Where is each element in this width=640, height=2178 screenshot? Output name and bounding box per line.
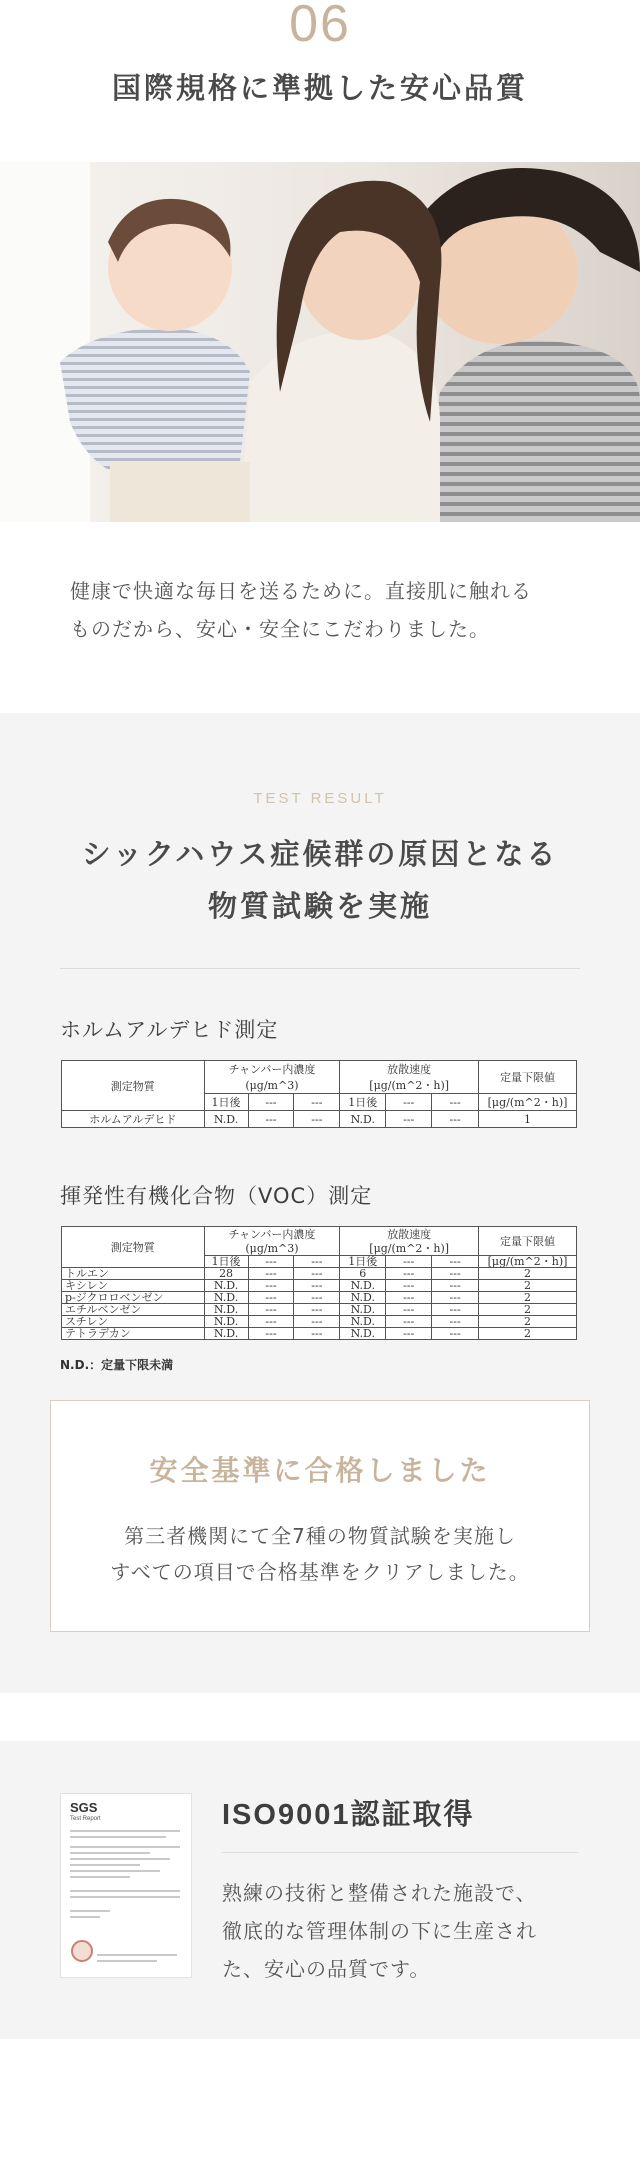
sub-day1: 1日後 bbox=[204, 1094, 248, 1111]
cell-c1: 28 bbox=[204, 1268, 248, 1280]
sub-dash: --- bbox=[248, 1256, 294, 1268]
cell-c1: N.D. bbox=[204, 1328, 248, 1340]
cert-line bbox=[70, 1864, 140, 1866]
cell-limit: 2 bbox=[479, 1292, 577, 1304]
cell-e2: --- bbox=[386, 1316, 432, 1328]
cell-e3: --- bbox=[432, 1316, 479, 1328]
cert-line bbox=[70, 1858, 170, 1860]
cell-e1: N.D. bbox=[340, 1328, 386, 1340]
sub-dash: --- bbox=[294, 1256, 340, 1268]
test-title-line-1: シックハウス症候群の原因となる bbox=[81, 837, 559, 871]
sub-dash: --- bbox=[432, 1094, 479, 1111]
cell-limit: 2 bbox=[479, 1280, 577, 1292]
family-photo-illustration bbox=[0, 162, 640, 522]
cell-name: ホルムアルデヒド bbox=[62, 1111, 205, 1128]
cell-c1: N.D. bbox=[204, 1304, 248, 1316]
section-lead bbox=[70, 572, 590, 648]
cell-e3: --- bbox=[432, 1280, 479, 1292]
cell-c3: --- bbox=[294, 1292, 340, 1304]
cell-e1: 6 bbox=[340, 1268, 386, 1280]
table-row bbox=[62, 1304, 577, 1316]
cert-subtitle: Test Report bbox=[70, 1816, 101, 1822]
iso-divider bbox=[222, 1852, 578, 1853]
cell-c1: N.D. bbox=[204, 1280, 248, 1292]
cell-limit: 2 bbox=[479, 1328, 577, 1340]
cell-e3: --- bbox=[432, 1111, 479, 1128]
cert-line bbox=[70, 1876, 130, 1878]
cell-c1: N.D. bbox=[204, 1292, 248, 1304]
col-limit: 定量下限値 bbox=[479, 1061, 577, 1094]
sub-dash: --- bbox=[248, 1094, 294, 1111]
cert-line bbox=[70, 1830, 180, 1832]
cell-c3: --- bbox=[294, 1280, 340, 1292]
cell-c2: --- bbox=[248, 1304, 294, 1316]
cell-e1: N.D. bbox=[340, 1316, 386, 1328]
cert-line bbox=[70, 1846, 180, 1848]
col-chamber-1: チャンバー内濃度 bbox=[204, 1061, 340, 1078]
col-chamber-2: (μg/m^3) bbox=[204, 1241, 340, 1256]
section-number: 06 bbox=[289, 0, 351, 53]
cell-e1: N.D. bbox=[340, 1280, 386, 1292]
cell-name: スチレン bbox=[62, 1316, 205, 1328]
test-result-eyebrow: TEST RESULT bbox=[253, 790, 387, 807]
table-row bbox=[62, 1280, 577, 1292]
seal-icon bbox=[71, 1940, 93, 1962]
cell-name: エチルベンゼン bbox=[62, 1304, 205, 1316]
table-row bbox=[62, 1268, 577, 1280]
col-emission-2: [μg/(m^2・h)] bbox=[340, 1077, 479, 1094]
pass-box-line-2: すべての項目で合格基準をクリアしました。 bbox=[110, 1560, 530, 1584]
iso-text bbox=[222, 1874, 582, 1988]
cell-e1: N.D. bbox=[340, 1111, 386, 1128]
cell-e1: N.D. bbox=[340, 1304, 386, 1316]
col-limit: 定量下限値 bbox=[479, 1227, 577, 1256]
sgs-logo: SGS bbox=[70, 1800, 98, 1815]
nd-note: N.D.：定量下限未満 bbox=[60, 1358, 174, 1372]
cell-name: p-ジクロロベンゼン bbox=[62, 1292, 205, 1304]
sub-dash: --- bbox=[386, 1094, 432, 1111]
cell-e1: N.D. bbox=[340, 1292, 386, 1304]
test-title-line-2: 物質試験を実施 bbox=[207, 889, 432, 923]
cert-line bbox=[70, 1852, 150, 1854]
col-emission-2: [μg/(m^2・h)] bbox=[340, 1241, 479, 1256]
iso-certificate-image bbox=[60, 1793, 192, 1978]
cell-e3: --- bbox=[432, 1292, 479, 1304]
cert-line bbox=[70, 1836, 166, 1838]
cell-e2: --- bbox=[386, 1268, 432, 1280]
cert-line bbox=[70, 1910, 110, 1912]
cert-line bbox=[70, 1890, 180, 1892]
col-substance: 測定物質 bbox=[62, 1227, 205, 1268]
pass-box-text bbox=[51, 1518, 589, 1590]
cert-line bbox=[97, 1954, 177, 1956]
lead-line-2: ものだから、安心・安全にこだわりました。 bbox=[70, 617, 490, 641]
sub-dash: --- bbox=[294, 1094, 340, 1111]
sub-dash: --- bbox=[386, 1256, 432, 1268]
cell-name: テトラデカン bbox=[62, 1328, 205, 1340]
cell-c1: N.D. bbox=[204, 1316, 248, 1328]
cell-c2: --- bbox=[248, 1268, 294, 1280]
cell-limit: 2 bbox=[479, 1268, 577, 1280]
cell-c3: --- bbox=[294, 1268, 340, 1280]
col-chamber-2: (μg/m^3) bbox=[204, 1077, 340, 1094]
iso-line-2: 徹底的な管理体制の下に生産され bbox=[222, 1919, 537, 1943]
iso-title: ISO9001認証取得 bbox=[222, 1799, 475, 1831]
sub-day1: 1日後 bbox=[204, 1256, 248, 1268]
cell-c2: --- bbox=[248, 1111, 294, 1128]
divider bbox=[60, 968, 580, 969]
iso-line-1: 熟練の技術と整備された施設で、 bbox=[222, 1881, 537, 1905]
limit-unit: [μg/(m^2・h)] bbox=[479, 1256, 577, 1268]
col-emission-1: 放散速度 bbox=[340, 1227, 479, 1242]
limit-unit: [μg/(m^2・h)] bbox=[479, 1094, 577, 1111]
cell-e2: --- bbox=[386, 1292, 432, 1304]
cell-e3: --- bbox=[432, 1328, 479, 1340]
cell-e2: --- bbox=[386, 1280, 432, 1292]
cell-limit: 2 bbox=[479, 1304, 577, 1316]
cell-limit: 1 bbox=[479, 1111, 577, 1128]
test-title bbox=[0, 828, 640, 932]
col-chamber-1: チャンバー内濃度 bbox=[204, 1227, 340, 1242]
sub-day1: 1日後 bbox=[340, 1094, 386, 1111]
cell-e3: --- bbox=[432, 1304, 479, 1316]
voc-heading: 揮発性有機化合物（VOC）測定 bbox=[60, 1184, 373, 1208]
cell-c2: --- bbox=[248, 1280, 294, 1292]
cell-e2: --- bbox=[386, 1328, 432, 1340]
cell-c3: --- bbox=[294, 1304, 340, 1316]
pass-box bbox=[50, 1400, 590, 1632]
cell-limit: 2 bbox=[479, 1316, 577, 1328]
col-substance: 測定物質 bbox=[62, 1061, 205, 1111]
cert-line bbox=[70, 1896, 180, 1898]
cell-e2: --- bbox=[386, 1111, 432, 1128]
pass-box-line-1: 第三者機関にて全7種の物質試験を実施し bbox=[124, 1524, 516, 1548]
cell-name: キシレン bbox=[62, 1280, 205, 1292]
cell-e2: --- bbox=[386, 1304, 432, 1316]
formaldehyde-table bbox=[61, 1060, 577, 1128]
pass-box-title: 安全基準に合格しました bbox=[149, 1454, 491, 1487]
family-photo bbox=[0, 162, 640, 522]
table-row bbox=[62, 1328, 577, 1340]
cell-c2: --- bbox=[248, 1328, 294, 1340]
iso-line-3: た、安心の品質です。 bbox=[222, 1957, 431, 1981]
sub-day1: 1日後 bbox=[340, 1256, 386, 1268]
cell-c2: --- bbox=[248, 1292, 294, 1304]
col-emission-1: 放散速度 bbox=[340, 1061, 479, 1078]
cell-c1: N.D. bbox=[204, 1111, 248, 1128]
table-row bbox=[62, 1292, 577, 1304]
cert-line bbox=[97, 1960, 157, 1962]
cell-e3: --- bbox=[432, 1268, 479, 1280]
cell-name: トルエン bbox=[62, 1268, 205, 1280]
sub-dash: --- bbox=[432, 1256, 479, 1268]
cell-c3: --- bbox=[294, 1111, 340, 1128]
lead-line-1: 健康で快適な毎日を送るために。直接肌に触れる bbox=[70, 579, 532, 603]
table-row bbox=[62, 1111, 577, 1128]
cell-c3: --- bbox=[294, 1316, 340, 1328]
formaldehyde-heading: ホルムアルデヒド測定 bbox=[60, 1018, 279, 1042]
table-row bbox=[62, 1316, 577, 1328]
cert-line bbox=[70, 1870, 160, 1872]
cell-c2: --- bbox=[248, 1316, 294, 1328]
cert-line bbox=[70, 1916, 100, 1918]
section-title: 国際規格に準拠した安心品質 bbox=[111, 71, 528, 105]
voc-table bbox=[61, 1226, 577, 1340]
cell-c3: --- bbox=[294, 1328, 340, 1340]
